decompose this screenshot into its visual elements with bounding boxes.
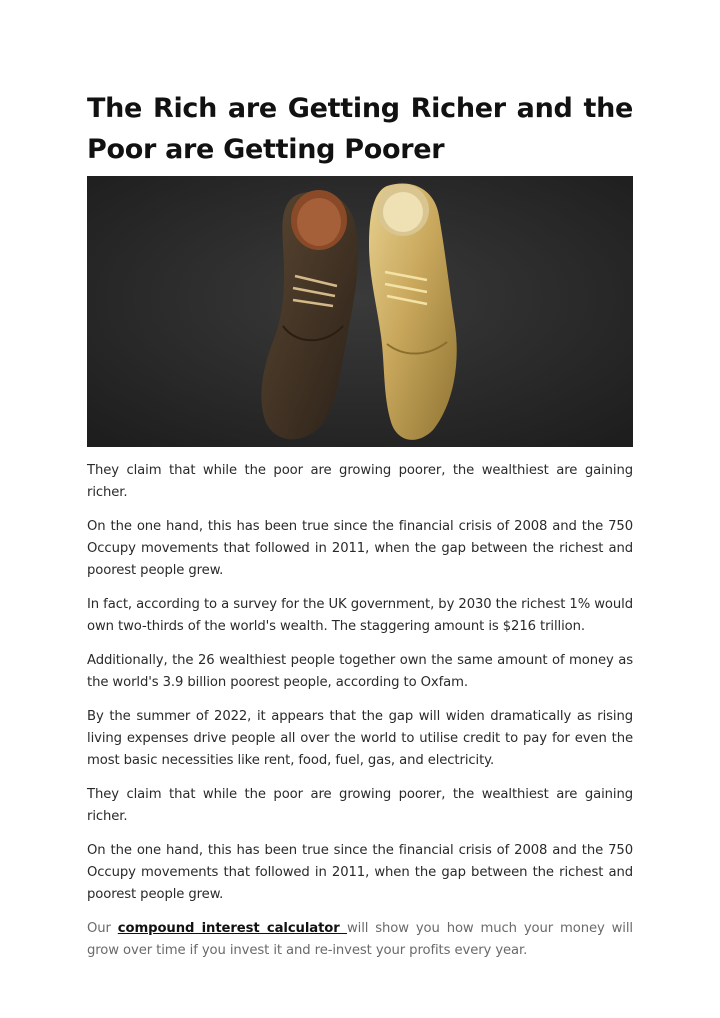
final-paragraph-prefix: Our	[87, 921, 118, 936]
paragraph: They claim that while the poor are growing poorer, the wealthiest are gaining richer.	[87, 463, 633, 500]
paragraph: On the one hand, this has been true since the financial crisis of 2008 and the 750 Occupy movements that followed in 2011, when the gap between the richest and poorest people grew.	[87, 843, 633, 902]
article-photo	[87, 176, 633, 447]
paragraph: By the summer of 2022, it appears that the gap will widen dramatically as rising living expenses drive people all over the world to utilise credit to pay for even the most basic necessities like rent, food, fuel, gas, and electricity.	[87, 709, 633, 768]
compound-interest-calculator-link[interactable]: compound interest calculator	[117, 921, 347, 936]
final-paragraph-suffix: will show you how much your money will grow over time if you invest it and re-invest your profits every year.	[87, 921, 634, 958]
article-title: The Rich are Getting Richer and the Poor are Getting Poorer	[87, 93, 633, 165]
paragraph: They claim that while the poor are growing poorer, the wealthiest are gaining richer.	[87, 787, 633, 824]
paragraph: In fact, according to a survey for the UK government, by 2030 the richest 1% would own two-thirds of the world's wealth. The staggering amount is $216 trillion.	[87, 597, 633, 634]
paragraph: Additionally, the 26 wealthiest people together own the same amount of money as the world's 3.9 billion poorest people, according to Oxfam.	[87, 653, 633, 690]
article-body	[87, 460, 633, 974]
final-paragraph	[87, 918, 633, 962]
paragraph: On the one hand, this has been true since the financial crisis of 2008 and the 750 Occupy movements that followed in 2011, when the gap between the richest and poorest people grew.	[87, 519, 633, 578]
